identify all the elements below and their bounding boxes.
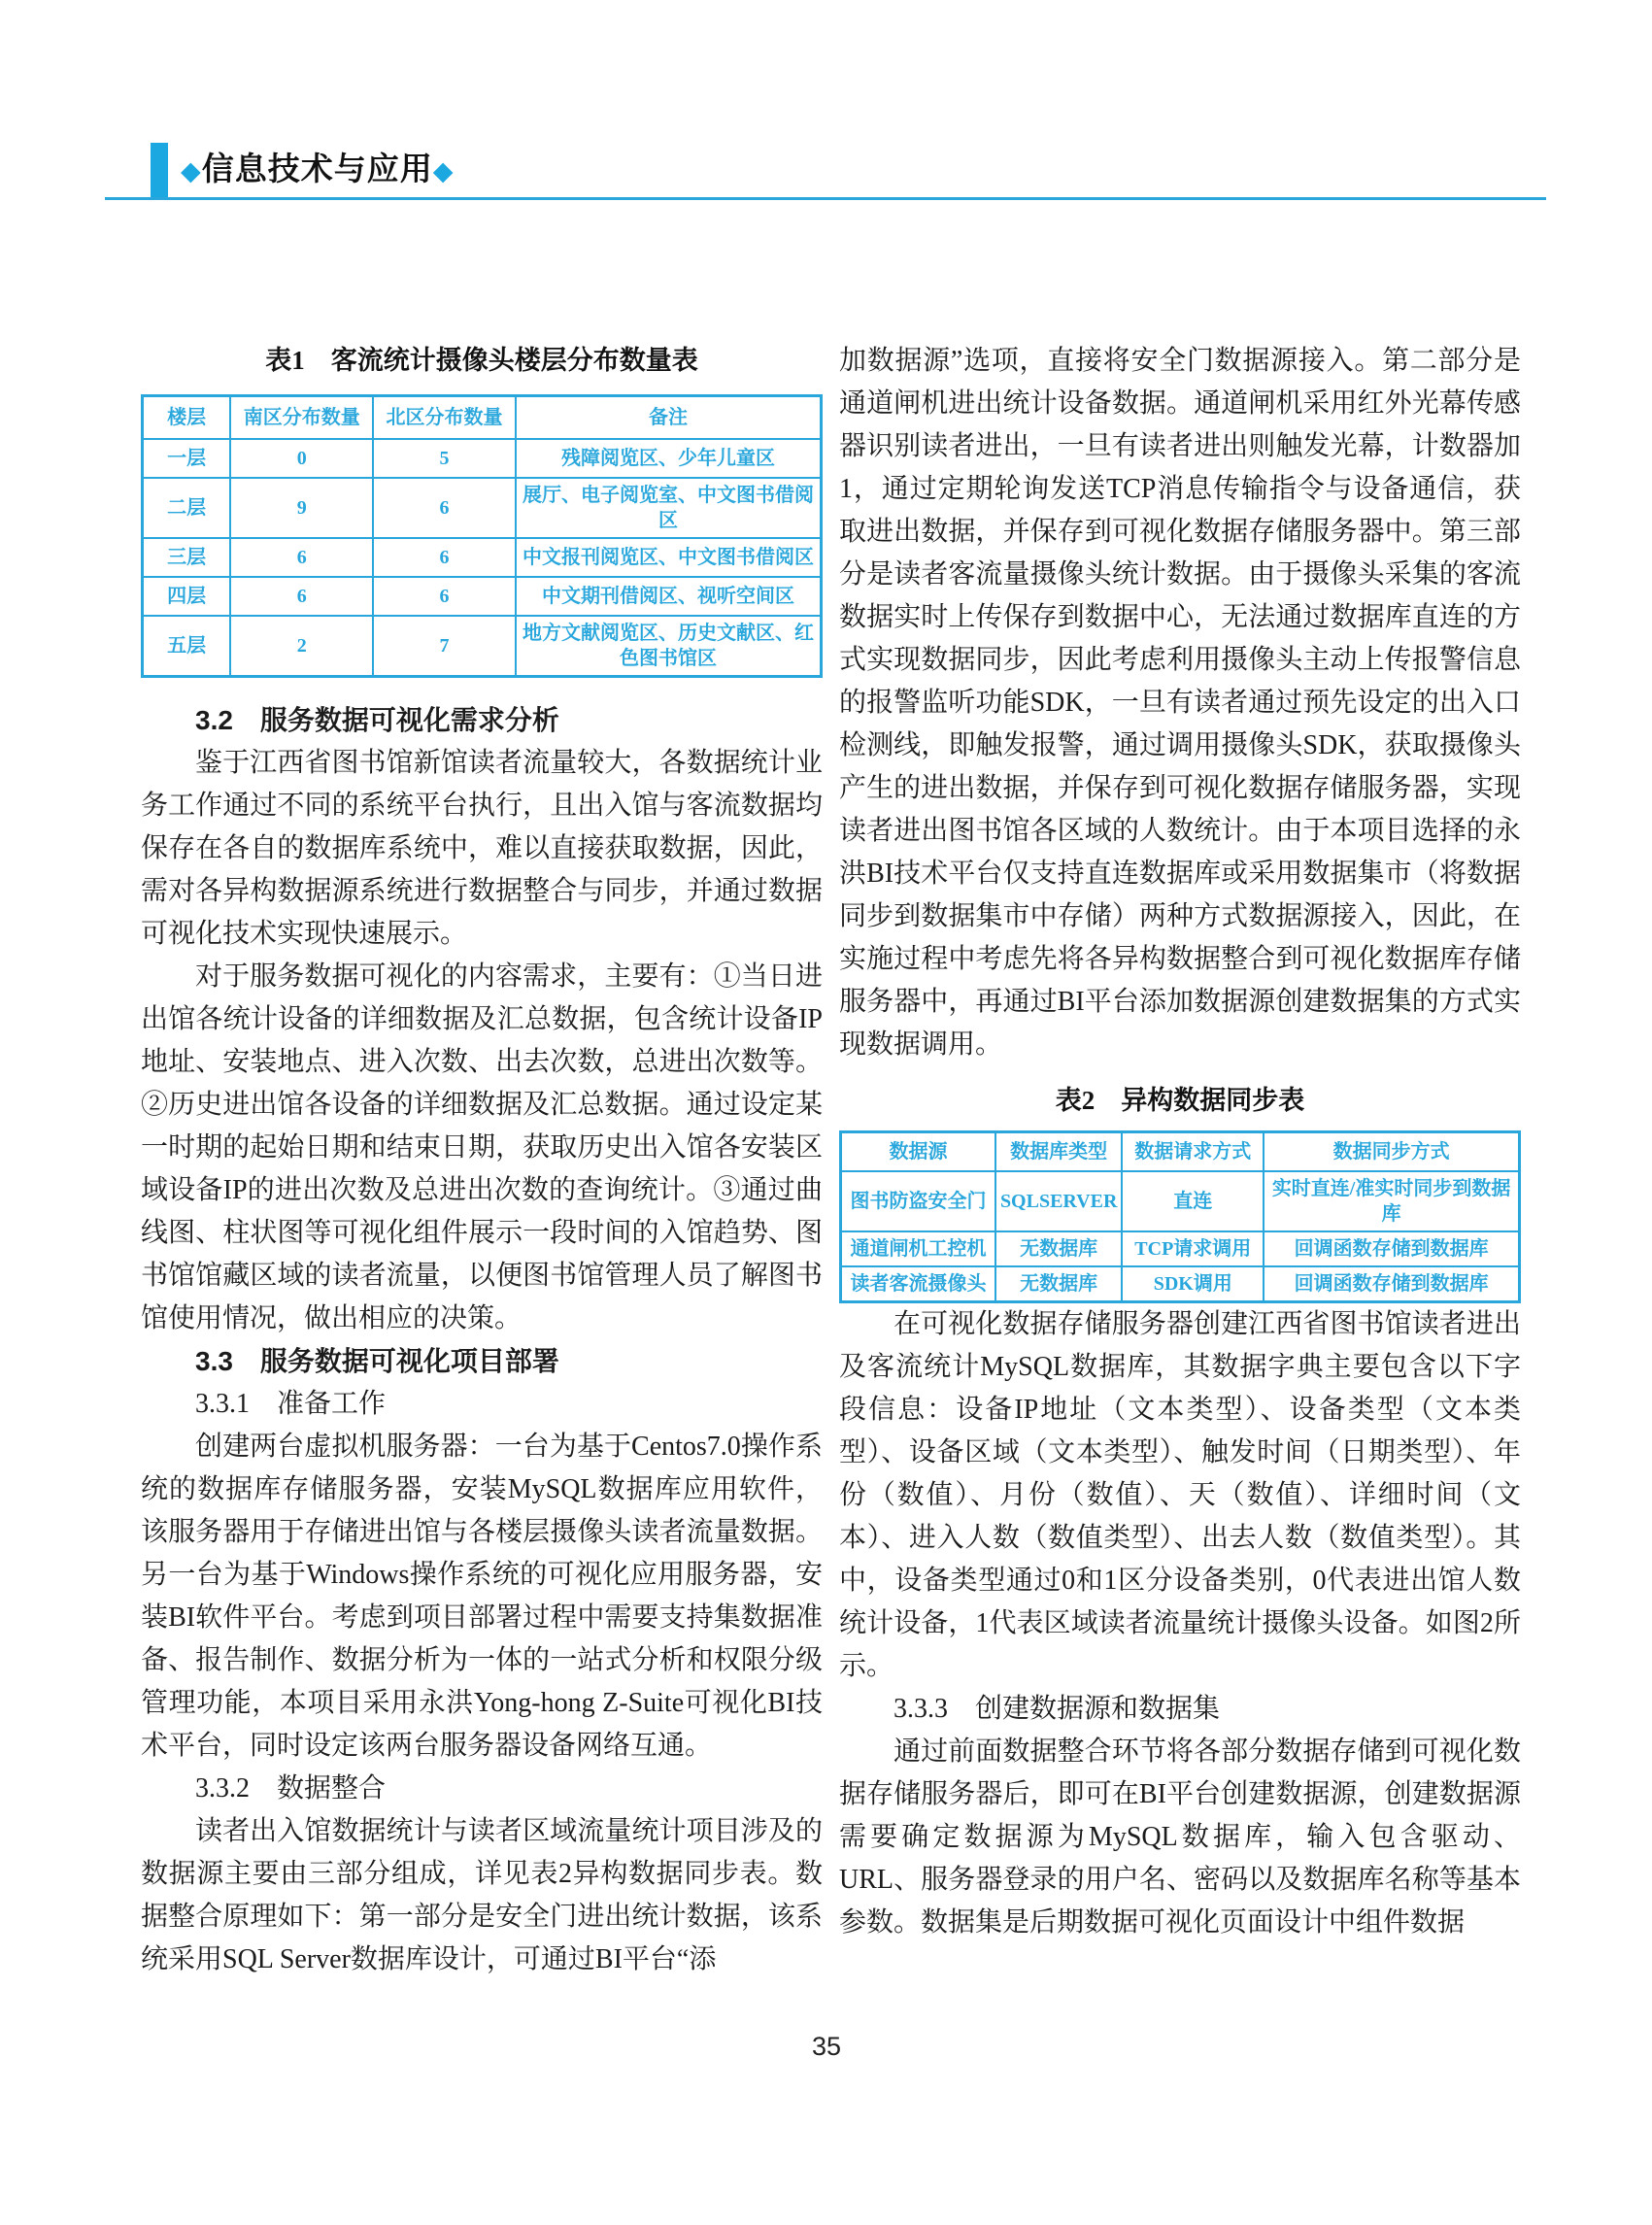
table-cell: 直连 [1122, 1171, 1264, 1231]
table-cell: 0 [230, 439, 373, 478]
header-section-title: 信息技术与应用 [201, 151, 433, 186]
section-heading-3-3: 3.3 服务数据可视化项目部署 [195, 1345, 559, 1376]
table-cell: 图书防盗安全门 [841, 1171, 995, 1231]
table-cell: 一层 [143, 439, 231, 478]
diamond-icon: ◆ [432, 156, 455, 185]
right-column [839, 340, 1521, 1944]
section-heading-3-3-2: 3.3.2 数据整合 [195, 1772, 387, 1804]
table-cell: 读者客流摄像头 [841, 1266, 995, 1302]
table-cell: 6 [373, 478, 516, 538]
table-cell: 6 [230, 577, 373, 616]
table-cell: 残障阅览区、少年儿童区 [516, 439, 822, 478]
left-column [141, 340, 823, 1981]
table-cell: TCP请求调用 [1122, 1231, 1264, 1266]
table-cell: 实时直连/准实时同步到数据库 [1264, 1171, 1519, 1231]
table2-row [841, 1266, 1520, 1302]
table-cell: 中文报刊阅览区、中文图书借阅区 [516, 538, 822, 577]
table2-header-cell: 数据源 [841, 1132, 995, 1171]
table-cell: 6 [230, 538, 373, 577]
section-heading-3-3-3: 3.3.3 创建数据源和数据集 [893, 1693, 1221, 1724]
table-cell: 6 [373, 577, 516, 616]
paragraph: 鉴于江西省图书馆新馆读者流量较大，各数据统计业务工作通过不同的系统平台执行，且出入馆与客流数据均保存在各自的数据库系统中，难以直接获取数据，因此，需对各异构数据源系统进行数据整合与同步，并通过数据可视化技术实现快速展示。 [141, 747, 823, 949]
table-cell: 回调函数存储到数据库 [1264, 1266, 1519, 1302]
page-number: 35 [811, 2032, 842, 2061]
table-cell: 四层 [143, 577, 231, 616]
table2-header-row [841, 1132, 1520, 1171]
paragraph: 对于服务数据可视化的内容需求，主要有：①当日进出馆各统计设备的详细数据及汇总数据，包含统计设备IP地址、安装地点、进入次数、出去次数，总进出次数等。②历史进出馆各设备的详细数据及汇总数据。通过设定某一时期的起始日期和结束日期，获取历史出入馆各安装区域设备IP的进出次数及总进出次数的查询统计。③通过曲线图、柱状图等可视化组件展示一段时间的入馆趋势、图书馆馆藏区域的读者流量，以便图书馆管理人员了解图书馆使用情况，做出相应的决策。 [141, 961, 823, 1333]
table1-header-cell: 楼层 [143, 396, 231, 439]
table1-row [143, 439, 822, 478]
paragraph: 读者出入馆数据统计与读者区域流量统计项目涉及的数据源主要由三部分组成，详见表2异构数据同步表。数据整合原理如下：第一部分是安全门进出统计数据，该系统采用SQL Server数据库设计，可通过BI平台“添 [141, 1815, 823, 1974]
paragraph: 在可视化数据存储服务器创建江西省图书馆读者进出及客流统计MySQL数据库，其数据字典主要包含以下字段信息：设备IP地址（文本类型）、设备类型（文本类型）、设备区域（文本类型）、触发时间（日期类型）、年份（数值）、月份（数值）、天（数值）、详细时间（文本）、进入人数（数值类型）、出去人数（数值类型）。其中，设备类型通过0和1区分设备类别，0代表进出馆人数统计设备，1代表区域读者流量统计摄像头设备。如图2所示。 [839, 1308, 1521, 1681]
table-cell: SDK调用 [1122, 1266, 1264, 1302]
paragraph: 加数据源”选项，直接将安全门数据源接入。第二部分是通道闸机进出统计设备数据。通道闸机采用红外光幕传感器识别读者进出，一旦有读者进出则触发光幕，计数器加1，通过定期轮询发送TCP消息传输指令与设备通信，获取进出数据，并保存到可视化数据存储服务器中。第三部分是读者客流量摄像头统计数据。由于摄像头采集的客流数据实时上传保存到数据中心，无法通过数据库直连的方式实现数据同步，因此考虑利用摄像头主动上传报警信息的报警监听功能SDK，一旦有读者通过预先设定的出入口检测线，即触发报警，通过调用摄像头SDK，获取摄像头产生的进出数据，并保存到可视化数据存储服务器，实现读者进出图书馆各区域的人数统计。由于本项目选择的永洪BI技术平台仅支持直连数据库或采用数据集市（将数据同步到数据集市中存储）两种方式数据源接入，因此，在实施过程中考虑先将各异构数据整合到可视化数据库存储服务器中，再通过BI平台添加数据源创建数据集的方式实现数据调用。 [839, 346, 1521, 1060]
table2-row [841, 1231, 1520, 1266]
table-cell: 7 [373, 616, 516, 677]
diamond-icon: ◆ [181, 156, 202, 185]
table-cell: 三层 [143, 538, 231, 577]
table-cell: 地方文献阅览区、历史文献区、红色图书馆区 [516, 616, 822, 677]
table1-header-row [143, 396, 822, 439]
table-cell: SQLSERVER [995, 1171, 1122, 1231]
table-cell: 无数据库 [995, 1266, 1122, 1302]
header-rule [105, 197, 1546, 200]
table-cell: 中文期刊借阅区、视听空间区 [516, 577, 822, 616]
table-cell: 9 [230, 478, 373, 538]
table1-row [143, 616, 822, 677]
table1-title: 表1 客流统计摄像头楼层分布数量表 [265, 346, 698, 375]
table-cell: 通道闸机工控机 [841, 1231, 995, 1266]
paragraph: 通过前面数据整合环节将各部分数据存储到可视化数据存储服务器后，即可在BI平台创建数据源，创建数据源需要确定数据源为MySQL数据库，输入包含驱动、URL、服务器登录的用户名、密码以及数据库名称等基本参数。数据集是后期数据可视化页面设计中组件数据 [839, 1736, 1521, 1938]
table1-header-cell: 北区分布数量 [373, 396, 516, 439]
table1 [141, 394, 823, 678]
table-cell: 五层 [143, 616, 231, 677]
header-accent-bar [151, 143, 168, 199]
table1-header-cell: 备注 [516, 396, 822, 439]
table2-header-cell: 数据库类型 [995, 1132, 1122, 1171]
section-heading-3-2: 3.2 服务数据可视化需求分析 [195, 704, 559, 735]
table-cell: 展厅、电子阅览室、中文图书借阅区 [516, 478, 822, 538]
table2 [839, 1130, 1521, 1303]
table1-row [143, 478, 822, 538]
table2-title: 表2 异构数据同步表 [1055, 1086, 1305, 1115]
table2-header-cell: 数据同步方式 [1264, 1132, 1519, 1171]
table-cell: 2 [230, 616, 373, 677]
table-cell: 5 [373, 439, 516, 478]
section-heading-3-3-1: 3.3.1 准备工作 [195, 1388, 387, 1419]
table-cell: 回调函数存储到数据库 [1264, 1231, 1519, 1266]
table2-row [841, 1171, 1520, 1231]
table1-header-cell: 南区分布数量 [230, 396, 373, 439]
table1-row [143, 577, 822, 616]
table1-row [143, 538, 822, 577]
table-cell: 无数据库 [995, 1231, 1122, 1266]
table2-header-cell: 数据请求方式 [1122, 1132, 1264, 1171]
page-header [181, 146, 455, 194]
table-cell: 二层 [143, 478, 231, 538]
table-cell: 6 [373, 538, 516, 577]
paragraph: 创建两台虚拟机服务器：一台为基于Centos7.0操作系统的数据库存储服务器，安装MySQL数据库应用软件，该服务器用于存储进出馆与各楼层摄像头读者流量数据。另一台为基于Windows操作系统的可视化应用服务器，安装BI软件平台。考虑到项目部署过程中需要支持集数据准备、报告制作、数据分析为一体的一站式分析和权限分级管理功能，本项目采用永洪Yong-hong Z-Suite可视化BI技术平台，同时设定该两台服务器设备网络互通。 [141, 1431, 823, 1761]
